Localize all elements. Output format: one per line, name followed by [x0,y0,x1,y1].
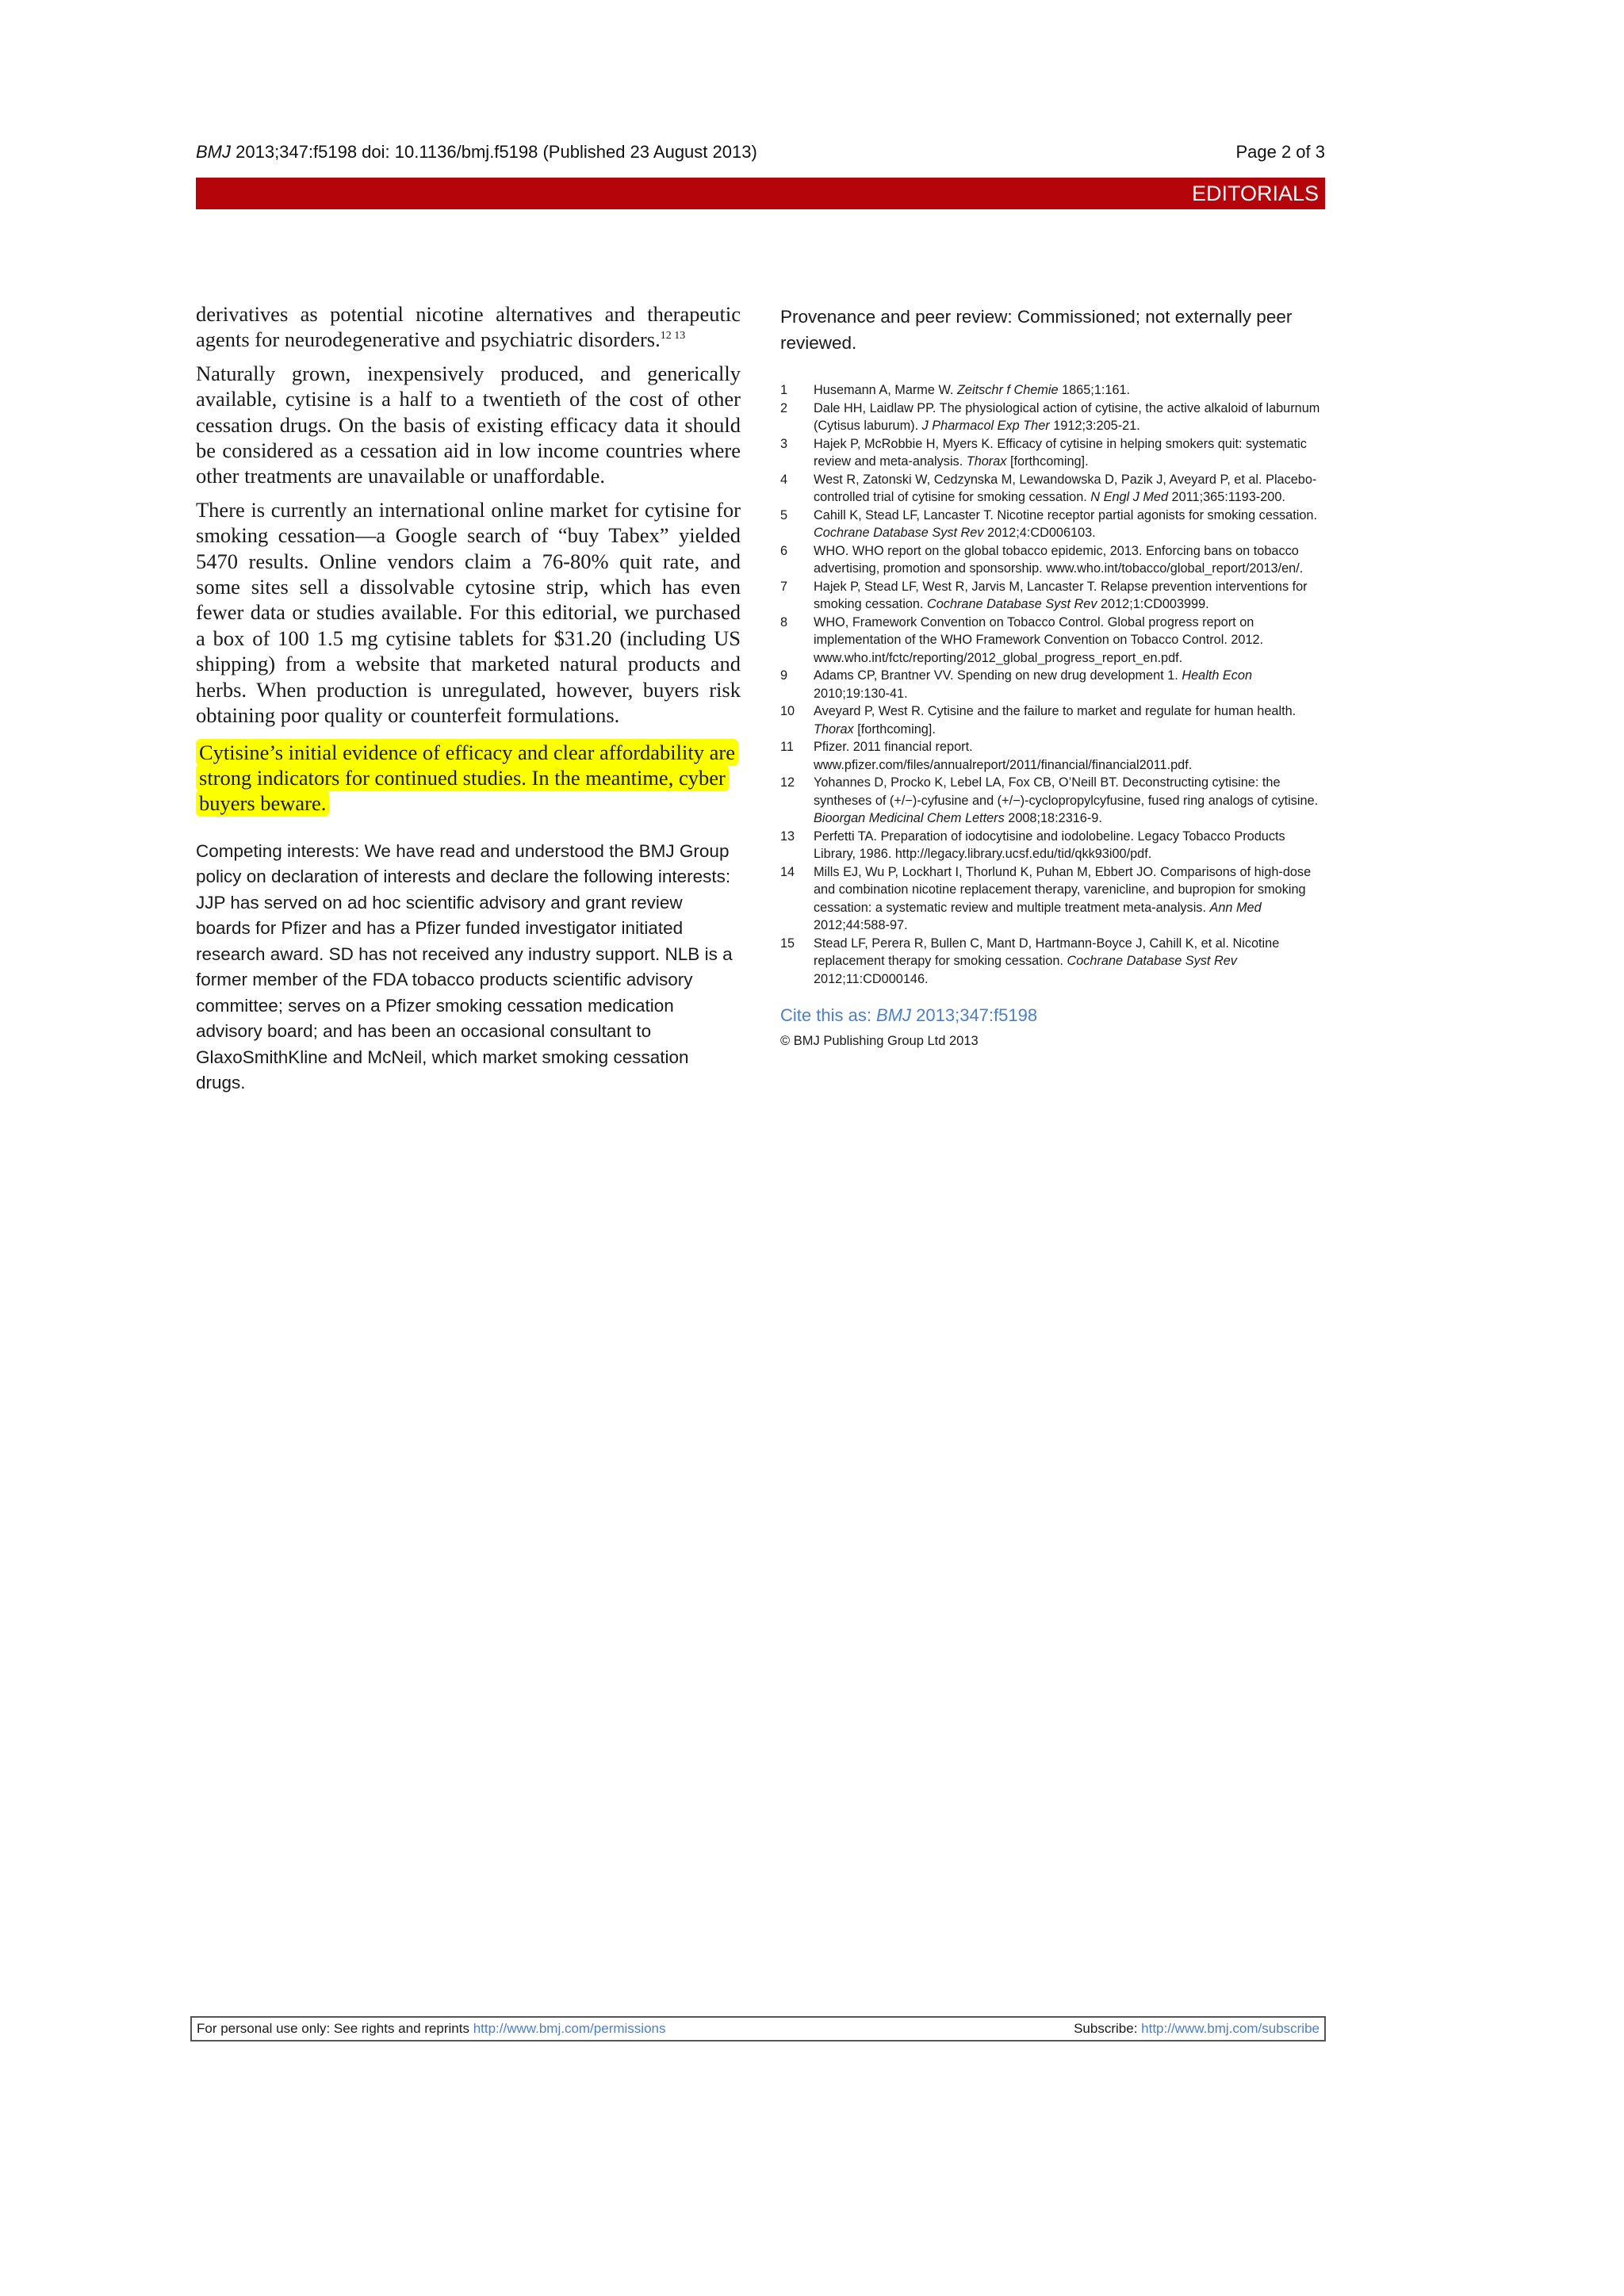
page-number: Page 2 of 3 [1235,142,1325,162]
reference-journal: Thorax [814,721,854,737]
reference-number: 3 [780,436,788,451]
reference-text: Adams CP, Brantner VV. Spending on new drug development 1. [814,668,1182,683]
reference-details: 2010;19:130-41. [814,686,908,701]
subscribe-text: Subscribe: [1074,2021,1142,2036]
citation-superscript: 12 13 [660,330,686,342]
right-column [780,304,1326,1049]
reference-number: 13 [780,828,795,844]
cite-prefix: Cite this as: [780,1005,877,1025]
reference-number: 15 [780,936,795,951]
reference-item [780,935,1326,989]
provenance-statement: Provenance and peer review: Commissioned; not externally peer reviewed. [780,307,1293,353]
reference-text: Dale HH, Laidlaw PP. The physiological action of cytisine, the active alkaloid of laburnum (Cytisus laburum). [814,400,1320,433]
reference-item [780,578,1326,614]
reference-journal: N Engl J Med [1090,490,1169,504]
reference-text: WHO. WHO report on the global tobacco epidemic, 2013. Enforcing bans on tobacco advertising, promotion and sponsorship. www.who.int/tobacco/global_report/2013/en/. [814,543,1304,576]
reference-text: Mills EJ, Wu P, Lockhart I, Thorlund K, Puhan M, Ebbert JO. Comparisons of high-dose and combination nicotine replacement therapy, varenicline, and bupropion for smoking cessation: a systematic review and multiple treatment meta-analysis. [814,864,1312,915]
paragraph-1-text: derivatives as potential nicotine alternatives and therapeutic agents for neurodegenerative and psychiatric disorders. [196,302,741,352]
reference-journal: Thorax [966,454,1007,469]
reference-item [780,828,1326,863]
reference-details: 2011;365:1193-200. [1168,490,1285,504]
paragraph-2: Naturally grown, inexpensively produced, and generically available, cytisine is a half to a twentieth of the cost of other cessation drugs. On the basis of existing efficacy data it should be considered as a cessation aid in low income countries where other treatments are unavailable or unaffordable. [196,361,741,488]
reference-text: WHO, Framework Convention on Tobacco Control. Global progress report on implementation of the WHO Framework Convention on Tobacco Control. 2012. www.who.int/fctc/reporting/2012_global_progress_report_en.pdf. [814,614,1264,665]
footer-right [1074,2018,1320,2040]
section-bar [196,178,1325,209]
cite-journal: BMJ [876,1005,912,1025]
reference-item [780,381,1326,400]
reference-number: 1 [780,383,788,397]
reference-item [780,738,1326,774]
reference-number: 9 [780,668,788,683]
paragraph-3: There is currently an international online market for cytisine for smoking cessation—a Google search of “buy Tabex” yielded 5470 results. Online vendors claim a 76-80% quit rate, and some sites sell a dissolvable cytosine strip, which has even fewer data or studies available. For this editorial, we purchased a box of 100 1.5 mg cytisine tablets for $31.20 (including US shipping) from a website that marketed natural products and herbs. When production is unregulated, however, buyers risk obtaining poor quality or counterfeit formulations. [196,497,741,728]
reference-item [780,702,1326,738]
cite-ref: 2013;347:f5198 [911,1005,1038,1025]
reference-number: 5 [780,507,788,522]
reference-item [780,542,1326,578]
footer-left [197,2018,665,2040]
paragraph-4 [196,740,741,817]
reference-number: 4 [780,472,788,487]
reference-text: Hajek P, Stead LF, West R, Jarvis M, Lancaster T. Relapse prevention interventions for smoking cessation. [814,579,1308,611]
reference-item [780,614,1326,668]
subscribe-link[interactable]: http://www.bmj.com/subscribe [1141,2021,1320,2036]
page-footer [190,2016,1326,2042]
cite-this-as [780,1005,1326,1026]
reference-details: 1865;1:161. [1058,383,1131,397]
reference-journal: Cochrane Database Syst Rev [814,526,984,540]
reference-details: 1912;3:205-21. [1049,419,1140,433]
reference-text: Husemann A, Marme W. [814,383,957,397]
reference-item [780,863,1326,935]
reference-item [780,471,1326,507]
reference-number: 14 [780,864,795,879]
reference-number: 7 [780,579,788,594]
reference-journal: Cochrane Database Syst Rev [926,597,1097,611]
reference-journal: Cochrane Database Syst Rev [1067,954,1237,968]
reference-text: Stead LF, Perera R, Bullen C, Mant D, Hartmann-Boyce J, Cahill K, et al. Nicotine replacement therapy for smoking cessation. [814,936,1280,968]
left-column [196,301,741,1096]
reference-text: Cahill K, Stead LF, Lancaster T. Nicotine receptor partial agonists for smoking cessation. [814,507,1317,522]
reference-text: West R, Zatonski W, Cedzynska M, Lewandowska D, Pazik J, Aveyard P, et al. Placebo-controlled trial of cytisine for smoking cessation. [814,472,1317,504]
reference-text: Aveyard P, West R. Cytisine and the failure to market and regulate for human health. [814,704,1297,718]
reference-number: 10 [780,704,795,718]
reference-journal: Bioorgan Medicinal Chem Letters [814,811,1005,825]
reference-item [780,400,1326,435]
copyright-notice: © BMJ Publishing Group Ltd 2013 [780,1034,979,1048]
reference-details: 2008;18:2316-9. [1004,811,1102,825]
reference-journal: Zeitschr f Chemie [956,383,1059,397]
reference-text: Perfetti TA. Preparation of iodocytisine and iodolobeline. Legacy Tobacco Products Library, 1986. http://legacy.library.ucsf.edu/tid/qkk93i00/pdf. [814,828,1285,861]
reference-details: 2012;1:CD003999. [1097,597,1209,611]
reference-details: 2012;44:588-97. [814,918,908,932]
reference-text: Hajek P, McRobbie H, Myers K. Efficacy of cytisine in helping smokers quit: systematic review and meta-analysis. [814,436,1307,469]
reference-item [780,667,1326,702]
reference-number: 2 [780,400,788,415]
running-header [196,139,1325,166]
reference-number: 6 [780,543,788,558]
reference-item [780,774,1326,828]
reference-journal: Ann Med [1209,900,1262,915]
reference-text: Pfizer. 2011 financial report. www.pfizer.com/files/annualreport/2011/financial/financial2011.pdf. [814,740,1193,772]
reference-journal: J Pharmacol Exp Ther [921,419,1050,433]
highlighted-text: Cytisine’s initial evidence of efficacy and clear affordability are strong indicators for continued studies. In the meantime, cyber buyers beware. [196,739,738,817]
journal-name: BMJ [196,142,231,162]
reference-details: [forthcoming]. [853,721,936,737]
competing-interests: Competing interests: We have read and understood the BMJ Group policy on declaration of interests and declare the following interests: JJP has served on ad hoc scientific advisory and grant review boards for Pfizer and has a Pfizer funded investigator initiated research award. SD has not received any industry support. NLB is a former member of the FDA tobacco products scientific advisory committee; serves on a Pfizer smoking cessation medication advisory board; and has been an occasional consultant to GlaxoSmithKline and McNeil, which market smoking cessation drugs. [196,840,733,1093]
reference-journal: Health Econ [1182,668,1253,683]
reference-details: 2012;4:CD006103. [983,526,1096,540]
citation-line: 2013;347:f5198 doi: 10.1136/bmj.f5198 (Published 23 August 2013) [236,142,757,162]
reference-list [780,381,1326,988]
paragraph-1 [196,301,741,353]
reference-number: 12 [780,775,795,790]
reference-item [780,435,1326,471]
reference-item [780,507,1326,542]
reference-number: 8 [780,614,788,629]
reference-details: [forthcoming]. [1006,454,1089,469]
rights-text: For personal use only: See rights and reprints [197,2021,473,2036]
reference-details: 2012;11:CD000146. [814,971,929,986]
reference-text: Yohannes D, Procko K, Lebel LA, Fox CB, O’Neill BT. Deconstructing cytisine: the syntheses of (+/−)-cyfusine and (+/−)-cyclopropylcyfusine, fused ring analogs of cytisine. [814,775,1319,808]
reference-number: 11 [780,740,794,754]
section-label: EDITORIALS [1191,182,1319,205]
permissions-link[interactable]: http://www.bmj.com/permissions [473,2021,666,2036]
